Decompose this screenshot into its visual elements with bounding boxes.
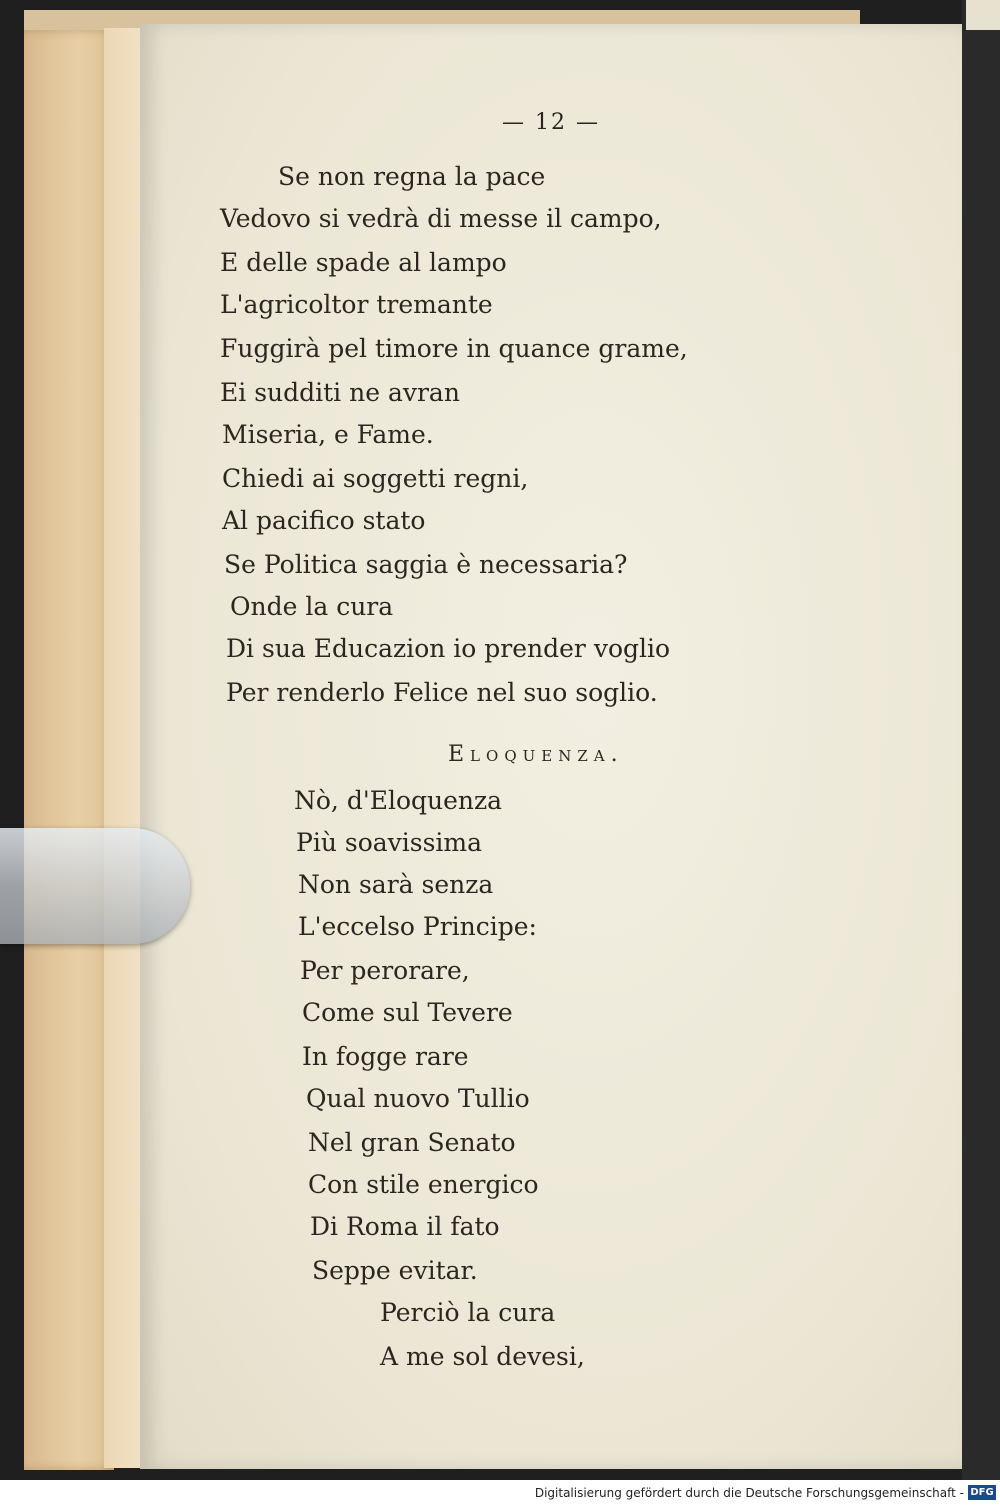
footer-credit: Digitalisierung gefördert durch die Deutsche Forschungsgemeinschaft - bbox=[534, 1486, 964, 1500]
verse-line: Più soavissima bbox=[296, 828, 483, 857]
verse-line: Se non regna la pace bbox=[278, 162, 546, 191]
verse-line: Non sarà senza bbox=[298, 870, 494, 899]
verse-line: Miseria, e Fame. bbox=[222, 420, 434, 449]
verse-line: Al pacifico stato bbox=[222, 506, 426, 535]
verse-line: Vedovo si vedrà di messe il campo, bbox=[220, 204, 662, 233]
verse-line: Ei sudditi ne avran bbox=[220, 378, 460, 407]
book-spine-edge bbox=[104, 28, 145, 1468]
verse-line: In fogge rare bbox=[302, 1042, 469, 1071]
verse-line: Seppe evitar. bbox=[312, 1256, 478, 1285]
verse-line: Nel gran Senato bbox=[308, 1128, 516, 1157]
verse-line: Perciò la cura bbox=[380, 1298, 556, 1327]
verse-line: Di Roma il fato bbox=[310, 1212, 500, 1241]
book-page-edges bbox=[24, 30, 114, 1470]
verse-line: Come sul Tevere bbox=[302, 998, 513, 1027]
verse-line: E delle spade al lampo bbox=[220, 248, 507, 277]
verse-line: Nò, d'Eloquenza bbox=[294, 786, 503, 815]
page-number-header: — 12 — bbox=[502, 110, 600, 135]
verse-line: Di sua Educazion io prender voglio bbox=[226, 634, 671, 663]
footer-bar bbox=[0, 1480, 1000, 1507]
facing-page-shadow bbox=[962, 0, 1000, 1480]
verse-line: Chiedi ai soggetti regni, bbox=[222, 464, 529, 493]
section-title: Eloquenza. bbox=[448, 742, 624, 767]
verse-line: Con stile energico bbox=[308, 1170, 539, 1199]
verse-line: L'eccelso Principe: bbox=[298, 912, 537, 941]
verse-line: Fuggirà pel timore in quance grame, bbox=[220, 334, 688, 363]
verse-line: A me sol devesi, bbox=[380, 1342, 585, 1371]
book-page bbox=[140, 24, 962, 1469]
facing-page-sliver bbox=[966, 0, 1000, 30]
verse-line: Onde la cura bbox=[230, 592, 394, 621]
dfg-logo-icon: DFG bbox=[968, 1485, 996, 1500]
verse-line: Qual nuovo Tullio bbox=[306, 1084, 530, 1113]
page-clip bbox=[0, 828, 190, 944]
verse-line: L'agricoltor tremante bbox=[220, 290, 493, 319]
verse-line: Se Politica saggia è necessaria? bbox=[224, 550, 628, 579]
verse-line: Per perorare, bbox=[300, 956, 470, 985]
verse-line: Per renderlo Felice nel suo soglio. bbox=[226, 678, 658, 707]
